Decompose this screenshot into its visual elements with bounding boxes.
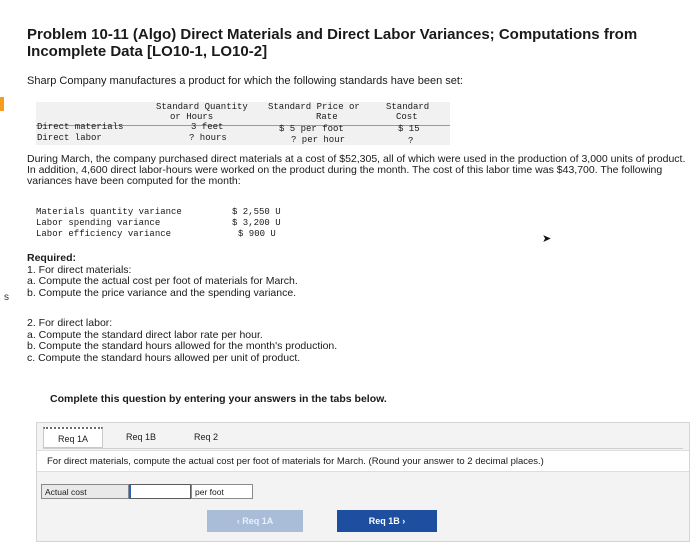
actual-cost-input[interactable]: [129, 484, 191, 499]
row-label: Direct labor: [37, 133, 102, 143]
variance-value: $ 3,200 U: [232, 218, 281, 228]
required-section-2: [27, 318, 337, 364]
variance-value: $ 2,550 U: [232, 207, 281, 217]
tab-req-2[interactable]: Req 2: [193, 432, 219, 442]
row-quantity: ? hours: [189, 133, 227, 143]
required-part2b: b. Compute the standard hours allowed for the month's production.: [27, 340, 338, 352]
header-quantity-line2: or Hours: [170, 112, 214, 122]
tab-divider: [43, 448, 683, 449]
header-cost-line1: Standard: [386, 102, 430, 112]
complete-instruction: Complete this question by entering your answers in the tabs below.: [50, 393, 387, 405]
tab-instruction: For direct materials, compute the actual cost per foot of materials for March. (Round your answer to 2 decimal places.): [37, 450, 689, 472]
chevron-left-icon: ‹: [236, 516, 240, 526]
row-label: Direct materials: [37, 122, 124, 132]
required-part2a: a. Compute the standard direct labor rate per hour.: [27, 328, 263, 341]
variance-label: Materials quantity variance: [36, 207, 182, 217]
required-part1: 1. For direct materials:: [27, 263, 132, 276]
tab-req-1a[interactable]: Req 1A: [43, 427, 103, 448]
prev-req-button[interactable]: [207, 510, 303, 532]
header-quantity-line1: Standard Quantity: [156, 102, 248, 112]
tab-req-1b[interactable]: Req 1B: [125, 432, 157, 442]
required-part2c: c. Compute the standard hours allowed per unit of product.: [27, 351, 301, 364]
variance-label: Labor efficiency variance: [36, 229, 172, 239]
row-price: $ 5 per foot: [279, 124, 344, 134]
prev-req-label: Req 1A: [242, 516, 274, 526]
required-part1a: a. Compute the actual cost per foot of materials for March.: [27, 275, 298, 287]
required-heading: Required:: [27, 252, 77, 264]
per-foot-label: per foot: [191, 484, 253, 499]
edge-artifact: s: [4, 292, 9, 303]
header-cost-line2: Cost: [396, 112, 418, 122]
required-section: [27, 253, 298, 299]
mouse-cursor-icon: ➤: [542, 233, 552, 245]
answer-panel: [36, 422, 690, 542]
row-cost: $ 15: [398, 124, 420, 134]
problem-title: Problem 10-11 (Algo) Direct Materials and Direct Labor Variances; Computations from Incomplete Data [LO10-1, LO10-2]: [27, 26, 638, 60]
header-price-line1: Standard Price or: [268, 102, 360, 112]
required-part2: 2. For direct labor:: [27, 317, 113, 329]
row-cost: ?: [408, 136, 414, 146]
header-price-line2: Rate: [316, 112, 338, 122]
variances-table: [36, 207, 296, 243]
variance-label: Labor spending variance: [36, 218, 161, 228]
chevron-right-icon: ›: [402, 516, 406, 526]
row-price: ? per hour: [291, 135, 346, 145]
next-req-button[interactable]: [337, 510, 437, 532]
next-req-label: Req 1B: [368, 516, 400, 526]
variance-value: $ 900 U: [238, 229, 276, 239]
standards-table: [36, 102, 450, 145]
row-quantity: 3 feet: [191, 122, 224, 132]
actual-cost-label: Actual cost: [41, 484, 129, 499]
required-part1b: b. Compute the price variance and the spending variance.: [27, 286, 297, 299]
intro-text: Sharp Company manufactures a product for which the following standards have been set:: [27, 75, 463, 87]
problem-paragraph: During March, the company purchased direct materials at a cost of $52,305, all of which were used in the production of 3,000 units of product. In addition, 4,600 direct labor-hours were worked on the product during the month. The cost of this labor time was $43,700. The following variances have been computed for the month:: [27, 153, 686, 187]
accent-marker: [0, 97, 4, 111]
